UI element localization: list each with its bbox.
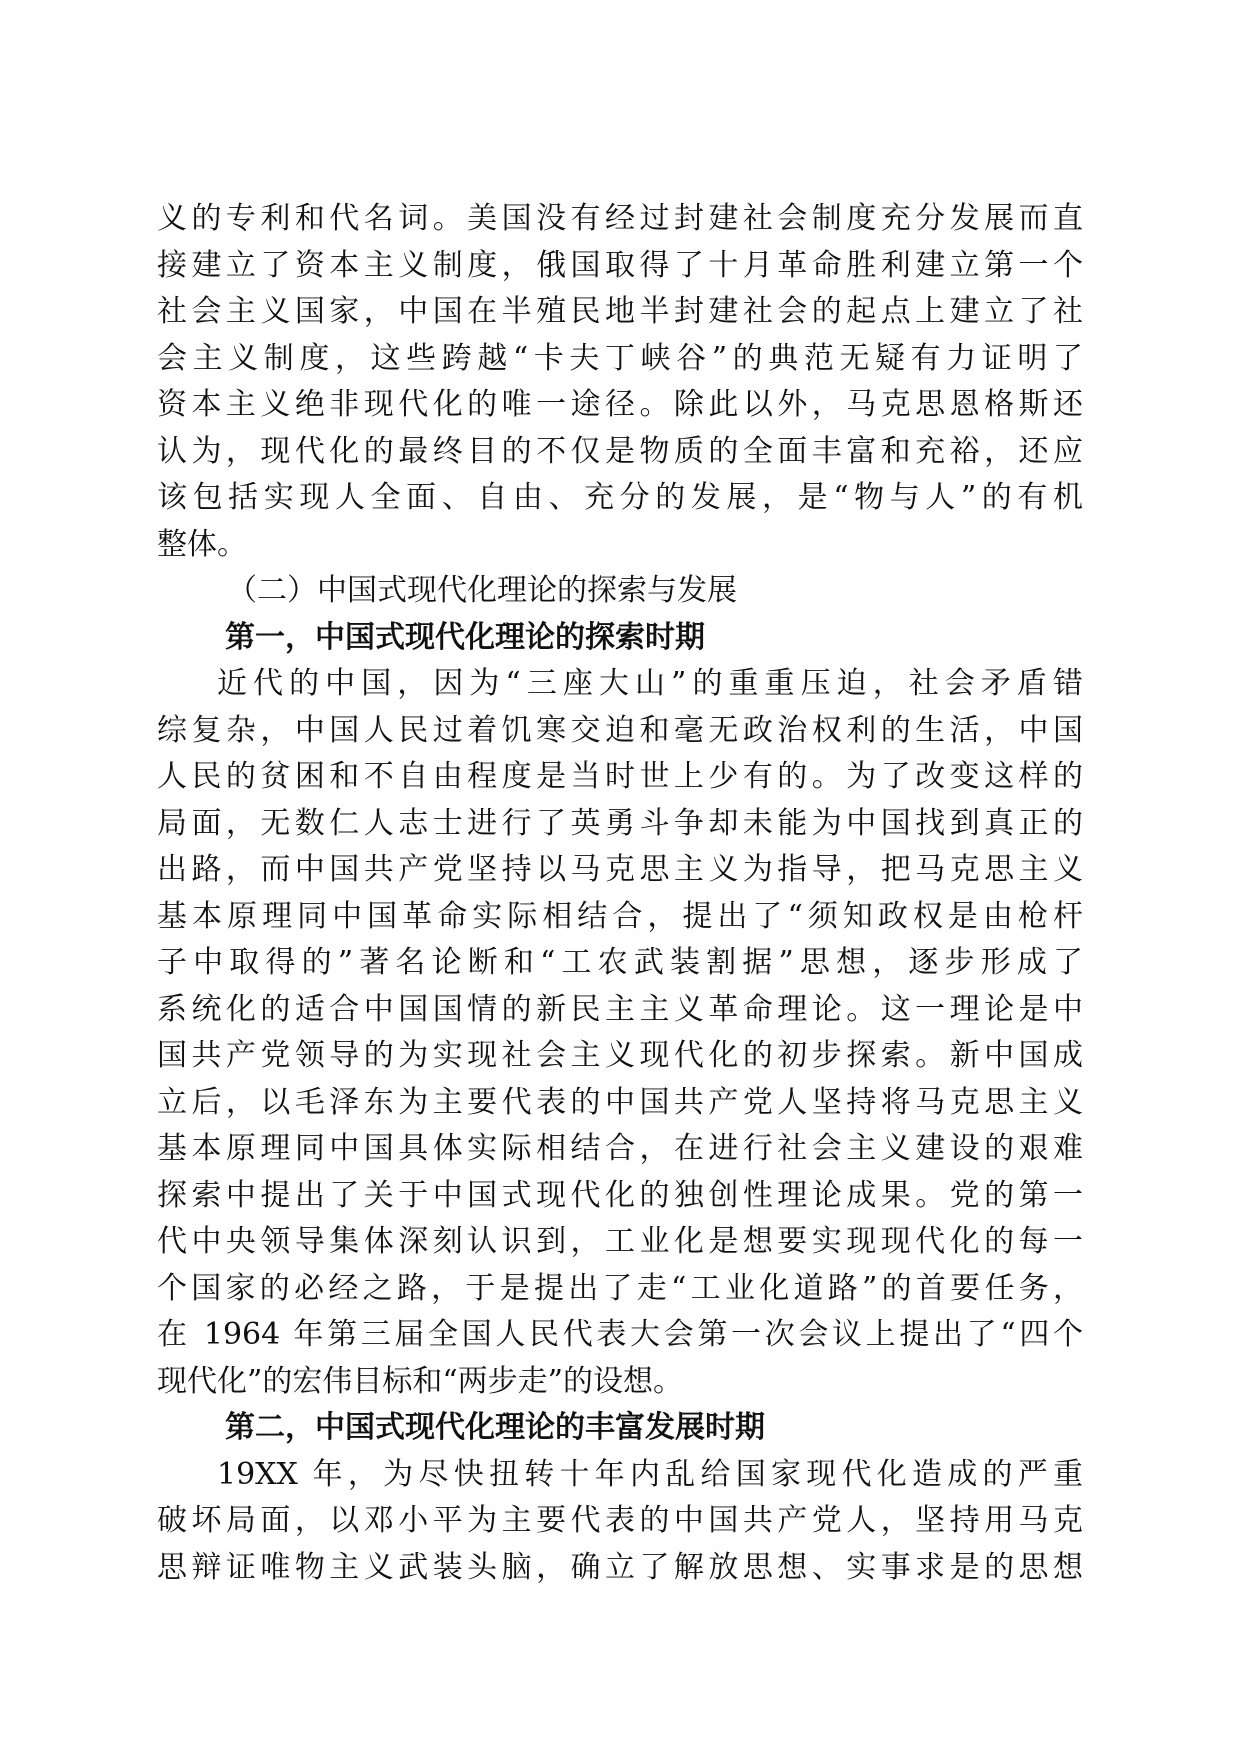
paragraph-exploration-period (157, 661, 1083, 1405)
text-line: 系统化的适合中国国情的新民主主义革命理论。这一理论是中 (157, 991, 1083, 1027)
text-line: 思辩证唯物主义武装头脑，确立了解放思想、实事求是的思想 (157, 1549, 1083, 1585)
text-line: 近代的中国，因为“三座大山”的重重压迫，社会矛盾错 (217, 666, 1083, 701)
section-heading-development: 第二，中国式现代化理论的丰富发展时期 (225, 1410, 765, 1445)
text-line: 综复杂，中国人民过着饥寒交迫和毫无政治权利的生活，中国 (157, 712, 1083, 748)
text-line: 破坏局面，以邓小平为主要代表的中国共产党人，坚持用马克 (157, 1503, 1083, 1538)
text-line: 局面，无数仁人志士进行了英勇斗争却未能为中国找到真正的 (157, 805, 1083, 841)
text-line: 义的专利和代名词。美国没有经过封建社会制度充分发展而直 (157, 201, 1083, 236)
text-line: 会主义制度，这些跨越“卡夫丁峡谷”的典范无疑有力证明了 (157, 340, 1083, 376)
section-heading-exploration: 第一，中国式现代化理论的探索时期 (225, 619, 705, 655)
text-line: 基本原理同中国革命实际相结合，提出了“须知政权是由枪杆 (157, 898, 1083, 934)
text-line: 立后，以毛泽东为主要代表的中国共产党人坚持将马克思主义 (157, 1084, 1083, 1120)
text-line: 资本主义绝非现代化的唯一途径。除此以外，马克思恩格斯还 (157, 387, 1083, 422)
text-line: 现代化”的宏伟目标和“两步走”的设想。 (157, 1363, 684, 1399)
text-line: 接建立了资本主义制度，俄国取得了十月革命胜利建立第一个 (157, 247, 1083, 283)
paragraph-development-period (157, 1452, 1083, 1592)
section-subheading: （二）中国式现代化理论的探索与发展 (227, 573, 737, 608)
text-line: 基本原理同中国具体实际相结合，在进行社会主义建设的艰难 (157, 1131, 1083, 1166)
text-line: 个国家的必经之路，于是提出了走“工业化道路”的首要任务， (157, 1270, 1083, 1306)
text-line: 整体。 (157, 526, 247, 562)
text-line: 人民的贫困和不自由程度是当时世上少有的。为了改变这样的 (157, 759, 1083, 794)
text-line: 该包括实现人全面、自由、充分的发展，是“物与人”的有机 (157, 480, 1083, 515)
text-line: 在 1964 年第三届全国人民代表大会第一次会议上提出了“四个 (157, 1317, 1083, 1352)
text-line: 认为，现代化的最终目的不仅是物质的全面丰富和充裕，还应 (157, 433, 1083, 469)
text-line: 代中央领导集体深刻认识到，工业化是想要实现现代化的每一 (157, 1224, 1083, 1259)
paragraph-marxist-modernization (157, 196, 1083, 568)
text-line: 出路，而中国共产党坚持以马克思主义为指导，把马克思主义 (157, 852, 1083, 887)
text-line: 子中取得的”著名论断和“工农武装割据”思想，逐步形成了 (157, 945, 1083, 980)
text-line: 国共产党领导的为实现社会主义现代化的初步探索。新中国成 (157, 1038, 1083, 1073)
text-line: 社会主义国家，中国在半殖民地半封建社会的起点上建立了社 (157, 294, 1083, 329)
text-line: 19XX 年，为尽快扭转十年内乱给国家现代化造成的严重 (217, 1456, 1083, 1492)
document-body (157, 196, 1083, 1591)
text-line: 探索中提出了关于中国式现代化的独创性理论成果。党的第一 (157, 1177, 1083, 1213)
